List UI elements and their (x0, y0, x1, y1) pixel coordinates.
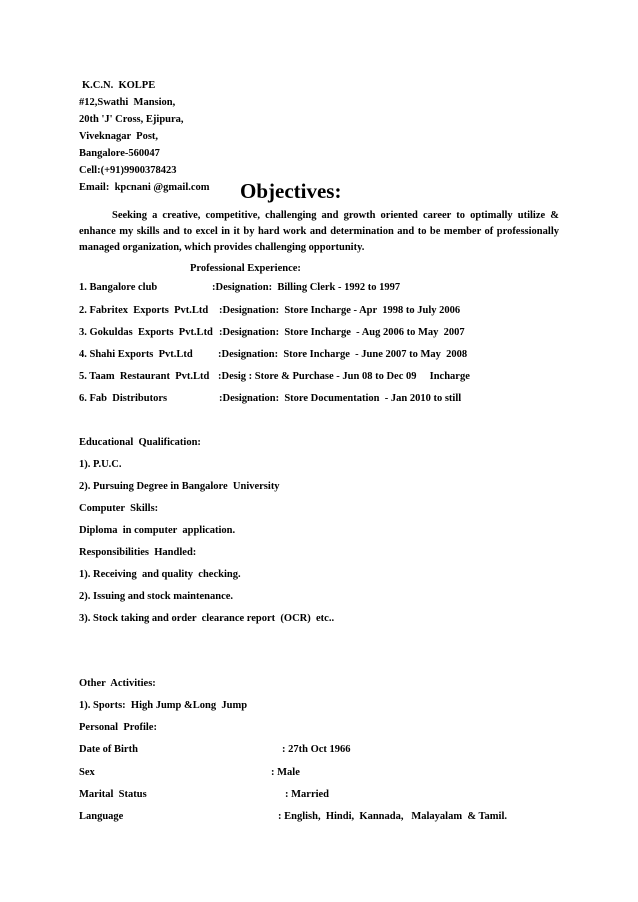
experience-designation: :Designation: Store Documentation - Jan 2010 to still (219, 393, 462, 404)
address-line-4: Bangalore-560047 (79, 148, 160, 159)
experience-company: 4. Shahi Exports Pvt.Ltd (79, 349, 193, 360)
objectives-heading: Objectives: (240, 179, 342, 203)
other-activities-heading: Other Activities: (79, 678, 156, 689)
other-activity-item: 1). Sports: High Jump &Long Jump (79, 700, 248, 711)
experience-company: 6. Fab Distributors (79, 393, 168, 404)
responsibility-item: 1). Receiving and quality checking. (79, 569, 241, 580)
experience-company: 5. Taam Restaurant Pvt.Ltd (79, 371, 210, 382)
profile-value: : Married (285, 789, 330, 800)
objectives-text (79, 208, 559, 256)
computer-skills-heading: Computer Skills: (79, 503, 159, 514)
experience-heading: Professional Experience: (190, 263, 301, 274)
education-heading: Educational Qualification: (79, 437, 201, 448)
experience-designation: :Designation: Store Incharge - June 2007 to May 2008 (218, 349, 468, 360)
experience-company: 3. Gokuldas Exports Pvt.Ltd (79, 327, 213, 338)
profile-label: Language (79, 811, 124, 822)
objectives-body: Seeking a creative, competitive, challenging and growth oriented career to optimally utilize & enhance my skills and to excel in it by hard work and determination and to be member of professionally managed organization, which provides challenging opportunity. (79, 210, 559, 253)
profile-label: Marital Status (79, 789, 147, 800)
experience-designation: :Designation: Billing Clerk - 1992 to 1997 (212, 282, 401, 293)
address-line-2: 20th 'J' Cross, Ejipura, (79, 114, 184, 125)
profile-label: Date of Birth (79, 744, 138, 755)
address-line-3: Viveknagar Post, (79, 131, 159, 142)
computer-skills-text: Diploma in computer application. (79, 525, 236, 536)
responsibility-item: 3). Stock taking and order clearance report (OCR) etc.. (79, 613, 335, 624)
personal-profile-heading: Personal Profile: (79, 722, 157, 733)
education-item: 1). P.U.C. (79, 459, 122, 470)
profile-value: : 27th Oct 1966 (282, 744, 351, 755)
responsibilities-heading: Responsibilities Handled: (79, 547, 197, 558)
experience-company: 2. Fabritex Exports Pvt.Ltd (79, 305, 209, 316)
experience-designation: :Designation: Store Incharge - Apr 1998 to July 2006 (219, 305, 461, 316)
candidate-name: K.C.N. KOLPE (82, 80, 156, 91)
address-line-1: #12,Swathi Mansion, (79, 97, 176, 108)
experience-designation: :Designation: Store Incharge - Aug 2006 to May 2007 (219, 327, 465, 338)
experience-designation: :Desig : Store & Purchase - Jun 08 to Dec 09 Incharge (218, 371, 470, 382)
profile-value: : Male (271, 767, 300, 778)
responsibility-item: 2). Issuing and stock maintenance. (79, 591, 234, 602)
experience-company: 1. Bangalore club (79, 282, 158, 293)
cell-number: Cell:(+91)9900378423 (79, 165, 177, 176)
profile-label: Sex (79, 767, 95, 778)
email-address: Email: kpcnani @gmail.com (79, 182, 210, 193)
profile-value: : English, Hindi, Kannada, Malayalam & Tamil. (278, 811, 508, 822)
education-item: 2). Pursuing Degree in Bangalore University (79, 481, 280, 492)
